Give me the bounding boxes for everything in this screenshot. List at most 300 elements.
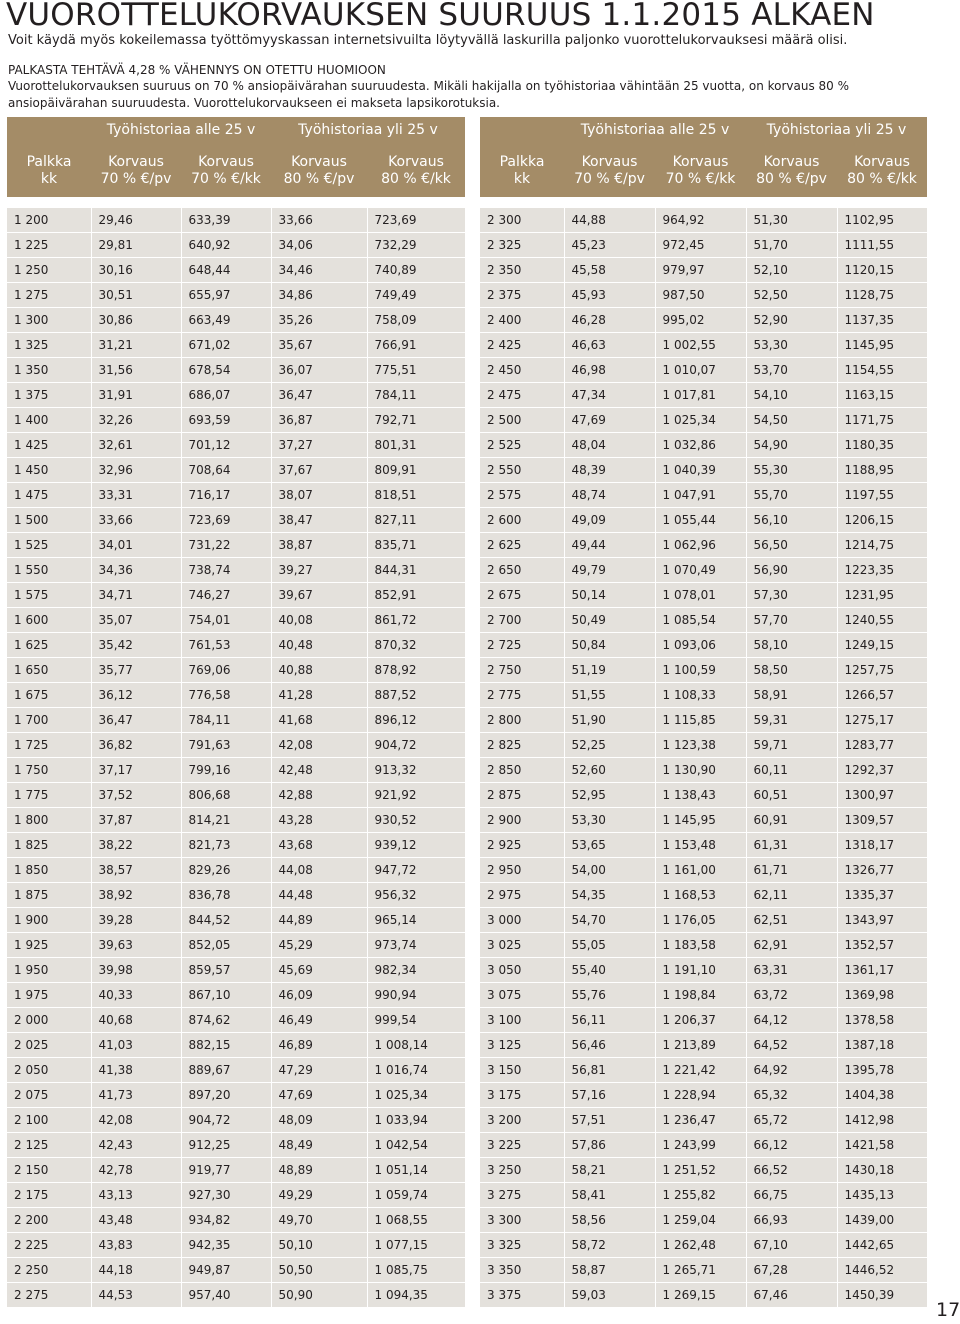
table-row bbox=[7, 458, 465, 483]
cell-korvaus-70-kk: 964,92 bbox=[655, 208, 746, 233]
table-row bbox=[7, 933, 465, 958]
cell-korvaus-70-pv: 48,04 bbox=[564, 433, 655, 458]
header-blank bbox=[480, 117, 564, 143]
cell-palkka: 3 175 bbox=[480, 1083, 564, 1108]
cell-korvaus-70-kk: 1 259,04 bbox=[655, 1208, 746, 1233]
cell-korvaus-70-pv: 41,03 bbox=[91, 1033, 181, 1058]
cell-korvaus-70-kk: 806,68 bbox=[181, 783, 271, 808]
cell-korvaus-70-kk: 912,25 bbox=[181, 1133, 271, 1158]
cell-korvaus-80-pv: 43,68 bbox=[271, 833, 367, 858]
cell-korvaus-70-kk: 829,26 bbox=[181, 858, 271, 883]
cell-palkka: 1 575 bbox=[7, 583, 91, 608]
table-row bbox=[7, 1033, 465, 1058]
cell-palkka: 3 375 bbox=[480, 1283, 564, 1308]
cell-korvaus-80-kk: 1292,37 bbox=[837, 758, 927, 783]
cell-korvaus-70-pv: 53,65 bbox=[564, 833, 655, 858]
table-row bbox=[7, 1208, 465, 1233]
cell-korvaus-80-kk: 1214,75 bbox=[837, 533, 927, 558]
header-group-over-25: Työhistoriaa yli 25 v bbox=[271, 117, 465, 143]
cell-palkka: 2 225 bbox=[7, 1233, 91, 1258]
cell-palkka: 1 475 bbox=[7, 483, 91, 508]
cell-palkka: 1 600 bbox=[7, 608, 91, 633]
cell-korvaus-80-kk: 801,31 bbox=[367, 433, 465, 458]
cell-palkka: 3 000 bbox=[480, 908, 564, 933]
cell-korvaus-70-pv: 33,66 bbox=[91, 508, 181, 533]
cell-korvaus-80-kk: 1197,55 bbox=[837, 483, 927, 508]
cell-korvaus-70-kk: 708,64 bbox=[181, 458, 271, 483]
cell-korvaus-80-pv: 47,69 bbox=[271, 1083, 367, 1108]
cell-palkka: 1 875 bbox=[7, 883, 91, 908]
cell-korvaus-70-kk: 1 255,82 bbox=[655, 1183, 746, 1208]
cell-korvaus-80-kk: 930,52 bbox=[367, 808, 465, 833]
table-row bbox=[480, 758, 927, 783]
cell-korvaus-80-pv: 62,11 bbox=[746, 883, 837, 908]
cell-korvaus-70-pv: 36,82 bbox=[91, 733, 181, 758]
cell-korvaus-70-kk: 648,44 bbox=[181, 258, 271, 283]
cell-korvaus-80-kk: 818,51 bbox=[367, 483, 465, 508]
cell-palkka: 1 675 bbox=[7, 683, 91, 708]
cell-korvaus-80-kk: 921,92 bbox=[367, 783, 465, 808]
header-korvaus-label: Korvaus bbox=[388, 154, 444, 170]
cell-korvaus-70-kk: 633,39 bbox=[181, 208, 271, 233]
cell-palkka: 1 225 bbox=[7, 233, 91, 258]
table-row bbox=[7, 1108, 465, 1133]
cell-korvaus-80-kk: 740,89 bbox=[367, 258, 465, 283]
cell-korvaus-80-kk: 1404,38 bbox=[837, 1083, 927, 1108]
cell-korvaus-80-pv: 62,51 bbox=[746, 908, 837, 933]
cell-korvaus-70-kk: 972,45 bbox=[655, 233, 746, 258]
cell-korvaus-80-pv: 46,09 bbox=[271, 983, 367, 1008]
cell-korvaus-70-pv: 29,81 bbox=[91, 233, 181, 258]
cell-korvaus-70-pv: 58,87 bbox=[564, 1258, 655, 1283]
cell-palkka: 2 700 bbox=[480, 608, 564, 633]
cell-korvaus-70-kk: 867,10 bbox=[181, 983, 271, 1008]
cell-korvaus-80-kk: 1439,00 bbox=[837, 1208, 927, 1233]
header-group-under-25: Työhistoriaa alle 25 v bbox=[91, 117, 271, 143]
cell-korvaus-80-pv: 48,89 bbox=[271, 1158, 367, 1183]
cell-korvaus-70-kk: 1 040,39 bbox=[655, 458, 746, 483]
cell-korvaus-70-kk: 678,54 bbox=[181, 358, 271, 383]
cell-palkka: 1 750 bbox=[7, 758, 91, 783]
cell-korvaus-70-kk: 1 168,53 bbox=[655, 883, 746, 908]
cell-korvaus-70-kk: 1 085,54 bbox=[655, 608, 746, 633]
table-row bbox=[7, 1133, 465, 1158]
cell-korvaus-70-pv: 43,83 bbox=[91, 1233, 181, 1258]
cell-korvaus-80-kk: 1188,95 bbox=[837, 458, 927, 483]
cell-palkka: 2 075 bbox=[7, 1083, 91, 1108]
cell-korvaus-70-pv: 31,21 bbox=[91, 333, 181, 358]
cell-korvaus-80-pv: 57,30 bbox=[746, 583, 837, 608]
table-row bbox=[7, 408, 465, 433]
cell-korvaus-70-pv: 51,55 bbox=[564, 683, 655, 708]
cell-palkka: 1 625 bbox=[7, 633, 91, 658]
cell-korvaus-80-kk: 1137,35 bbox=[837, 308, 927, 333]
cell-korvaus-80-pv: 41,28 bbox=[271, 683, 367, 708]
cell-korvaus-70-kk: 746,27 bbox=[181, 583, 271, 608]
cell-korvaus-70-pv: 36,12 bbox=[91, 683, 181, 708]
table-row bbox=[7, 883, 465, 908]
cell-palkka: 2 525 bbox=[480, 433, 564, 458]
header-rate-unit: 70 % €/kk bbox=[191, 171, 261, 187]
cell-palkka: 2 675 bbox=[480, 583, 564, 608]
cell-palkka: 1 350 bbox=[7, 358, 91, 383]
cell-korvaus-80-kk: 1430,18 bbox=[837, 1158, 927, 1183]
table-row bbox=[480, 808, 927, 833]
cell-korvaus-70-pv: 55,05 bbox=[564, 933, 655, 958]
cell-palkka: 1 300 bbox=[7, 308, 91, 333]
table-row bbox=[7, 208, 465, 233]
cell-korvaus-70-pv: 40,68 bbox=[91, 1008, 181, 1033]
cell-korvaus-70-kk: 1 025,34 bbox=[655, 408, 746, 433]
cell-korvaus-70-kk: 693,59 bbox=[181, 408, 271, 433]
cell-korvaus-80-kk: 1 016,74 bbox=[367, 1058, 465, 1083]
cell-korvaus-70-pv: 34,01 bbox=[91, 533, 181, 558]
cell-korvaus-70-kk: 882,15 bbox=[181, 1033, 271, 1058]
cell-korvaus-70-pv: 32,61 bbox=[91, 433, 181, 458]
cell-korvaus-70-pv: 50,14 bbox=[564, 583, 655, 608]
header-korvaus-80-pv bbox=[746, 143, 837, 197]
cell-palkka: 3 200 bbox=[480, 1108, 564, 1133]
table-row bbox=[480, 1233, 927, 1258]
table-row bbox=[7, 383, 465, 408]
cell-palkka: 1 425 bbox=[7, 433, 91, 458]
cell-palkka: 2 750 bbox=[480, 658, 564, 683]
header-korvaus-80-pv bbox=[271, 143, 367, 197]
cell-korvaus-70-pv: 57,16 bbox=[564, 1083, 655, 1108]
page-title: VUOROTTELUKORVAUKSEN SUURUUS 1.1.2015 ALKAEN bbox=[6, 0, 875, 33]
cell-korvaus-70-kk: 904,72 bbox=[181, 1108, 271, 1133]
cell-korvaus-70-kk: 957,40 bbox=[181, 1283, 271, 1308]
cell-korvaus-70-kk: 1 161,00 bbox=[655, 858, 746, 883]
cell-korvaus-80-pv: 37,67 bbox=[271, 458, 367, 483]
cell-korvaus-80-kk: 1442,65 bbox=[837, 1233, 927, 1258]
cell-korvaus-80-pv: 49,29 bbox=[271, 1183, 367, 1208]
cell-korvaus-80-kk: 1387,18 bbox=[837, 1033, 927, 1058]
cell-korvaus-70-pv: 35,77 bbox=[91, 658, 181, 683]
cell-korvaus-80-kk: 1 033,94 bbox=[367, 1108, 465, 1133]
cell-korvaus-70-pv: 50,49 bbox=[564, 608, 655, 633]
cell-korvaus-80-kk: 1283,77 bbox=[837, 733, 927, 758]
table-row bbox=[7, 308, 465, 333]
cell-korvaus-70-pv: 38,22 bbox=[91, 833, 181, 858]
cell-korvaus-70-kk: 1 047,91 bbox=[655, 483, 746, 508]
cell-palkka: 1 250 bbox=[7, 258, 91, 283]
cell-korvaus-80-pv: 48,09 bbox=[271, 1108, 367, 1133]
cell-korvaus-70-pv: 30,16 bbox=[91, 258, 181, 283]
cell-korvaus-80-pv: 37,27 bbox=[271, 433, 367, 458]
table-row bbox=[480, 708, 927, 733]
cell-korvaus-80-pv: 42,08 bbox=[271, 733, 367, 758]
table-row bbox=[7, 233, 465, 258]
cell-korvaus-70-pv: 29,46 bbox=[91, 208, 181, 233]
note-heading: PALKASTA TEHTÄVÄ 4,28 % VÄHENNYS ON OTETTU HUOMIOON bbox=[8, 63, 386, 77]
cell-korvaus-70-kk: 784,11 bbox=[181, 708, 271, 733]
cell-korvaus-70-pv: 55,76 bbox=[564, 983, 655, 1008]
cell-korvaus-80-kk: 827,11 bbox=[367, 508, 465, 533]
cell-korvaus-80-pv: 33,66 bbox=[271, 208, 367, 233]
table-row bbox=[7, 358, 465, 383]
cell-korvaus-70-pv: 56,11 bbox=[564, 1008, 655, 1033]
cell-korvaus-70-kk: 1 183,58 bbox=[655, 933, 746, 958]
cell-korvaus-80-pv: 40,48 bbox=[271, 633, 367, 658]
table-row bbox=[480, 858, 927, 883]
cell-korvaus-70-pv: 42,78 bbox=[91, 1158, 181, 1183]
table-row bbox=[480, 1258, 927, 1283]
cell-korvaus-80-kk: 1326,77 bbox=[837, 858, 927, 883]
cell-korvaus-70-pv: 49,79 bbox=[564, 558, 655, 583]
header-rate-unit: 80 % €/pv bbox=[756, 171, 827, 187]
table-row bbox=[480, 633, 927, 658]
cell-korvaus-70-kk: 852,05 bbox=[181, 933, 271, 958]
header-korvaus-label: Korvaus bbox=[291, 154, 347, 170]
cell-korvaus-80-pv: 40,08 bbox=[271, 608, 367, 633]
table-row bbox=[480, 308, 927, 333]
cell-korvaus-70-kk: 640,92 bbox=[181, 233, 271, 258]
table-row bbox=[7, 633, 465, 658]
cell-palkka: 2 125 bbox=[7, 1133, 91, 1158]
cell-korvaus-70-pv: 47,69 bbox=[564, 408, 655, 433]
cell-korvaus-80-kk: 1102,95 bbox=[837, 208, 927, 233]
cell-palkka: 2 900 bbox=[480, 808, 564, 833]
header-rate-unit: 70 % €/pv bbox=[574, 171, 645, 187]
cell-korvaus-70-kk: 814,21 bbox=[181, 808, 271, 833]
cell-korvaus-80-kk: 758,09 bbox=[367, 308, 465, 333]
cell-palkka: 2 575 bbox=[480, 483, 564, 508]
table-row bbox=[7, 758, 465, 783]
cell-palkka: 3 050 bbox=[480, 958, 564, 983]
cell-korvaus-80-kk: 1128,75 bbox=[837, 283, 927, 308]
cell-korvaus-70-kk: 1 100,59 bbox=[655, 658, 746, 683]
cell-palkka: 2 025 bbox=[7, 1033, 91, 1058]
cell-korvaus-70-pv: 53,30 bbox=[564, 808, 655, 833]
cell-palkka: 3 075 bbox=[480, 983, 564, 1008]
cell-palkka: 1 775 bbox=[7, 783, 91, 808]
cell-korvaus-80-pv: 45,69 bbox=[271, 958, 367, 983]
cell-palkka: 2 250 bbox=[7, 1258, 91, 1283]
cell-korvaus-70-pv: 51,90 bbox=[564, 708, 655, 733]
header-rate-unit: 70 % €/pv bbox=[100, 171, 172, 187]
cell-korvaus-70-kk: 686,07 bbox=[181, 383, 271, 408]
cell-palkka: 1 950 bbox=[7, 958, 91, 983]
cell-palkka: 1 200 bbox=[7, 208, 91, 233]
cell-korvaus-80-pv: 65,72 bbox=[746, 1108, 837, 1133]
cell-korvaus-70-kk: 1 198,84 bbox=[655, 983, 746, 1008]
cell-korvaus-70-pv: 54,35 bbox=[564, 883, 655, 908]
cell-korvaus-80-pv: 60,51 bbox=[746, 783, 837, 808]
cell-korvaus-70-kk: 663,49 bbox=[181, 308, 271, 333]
table-row bbox=[480, 783, 927, 808]
cell-korvaus-80-pv: 39,27 bbox=[271, 558, 367, 583]
cell-korvaus-70-kk: 761,53 bbox=[181, 633, 271, 658]
cell-korvaus-70-pv: 48,74 bbox=[564, 483, 655, 508]
cell-korvaus-70-pv: 40,33 bbox=[91, 983, 181, 1008]
cell-korvaus-80-pv: 59,71 bbox=[746, 733, 837, 758]
cell-korvaus-80-kk: 784,11 bbox=[367, 383, 465, 408]
table-body-right bbox=[480, 208, 927, 1308]
cell-korvaus-70-pv: 47,34 bbox=[564, 383, 655, 408]
cell-palkka: 1 325 bbox=[7, 333, 91, 358]
cell-korvaus-70-pv: 49,44 bbox=[564, 533, 655, 558]
cell-korvaus-70-pv: 51,19 bbox=[564, 658, 655, 683]
cell-korvaus-70-pv: 38,57 bbox=[91, 858, 181, 883]
table-row bbox=[480, 283, 927, 308]
cell-korvaus-80-pv: 62,91 bbox=[746, 933, 837, 958]
cell-korvaus-70-pv: 49,09 bbox=[564, 508, 655, 533]
cell-korvaus-70-pv: 30,86 bbox=[91, 308, 181, 333]
cell-korvaus-80-pv: 54,90 bbox=[746, 433, 837, 458]
header-korvaus-70-kk bbox=[181, 143, 271, 197]
cell-korvaus-80-pv: 63,72 bbox=[746, 983, 837, 1008]
cell-korvaus-80-pv: 36,07 bbox=[271, 358, 367, 383]
cell-korvaus-80-pv: 58,50 bbox=[746, 658, 837, 683]
table-row bbox=[480, 258, 927, 283]
cell-korvaus-80-kk: 852,91 bbox=[367, 583, 465, 608]
header-korvaus-label: Korvaus bbox=[198, 154, 254, 170]
table-row bbox=[480, 583, 927, 608]
table-row bbox=[7, 983, 465, 1008]
cell-korvaus-70-pv: 44,88 bbox=[564, 208, 655, 233]
cell-korvaus-70-pv: 58,21 bbox=[564, 1158, 655, 1183]
cell-korvaus-80-kk: 999,54 bbox=[367, 1008, 465, 1033]
table-body-left bbox=[7, 208, 465, 1308]
table-row bbox=[480, 1058, 927, 1083]
cell-korvaus-80-pv: 36,47 bbox=[271, 383, 367, 408]
cell-korvaus-70-pv: 45,23 bbox=[564, 233, 655, 258]
cell-korvaus-70-pv: 31,56 bbox=[91, 358, 181, 383]
cell-palkka: 2 625 bbox=[480, 533, 564, 558]
cell-korvaus-80-pv: 34,06 bbox=[271, 233, 367, 258]
table-row bbox=[7, 858, 465, 883]
cell-korvaus-70-kk: 1 213,89 bbox=[655, 1033, 746, 1058]
cell-korvaus-70-pv: 58,56 bbox=[564, 1208, 655, 1233]
cell-korvaus-80-kk: 1343,97 bbox=[837, 908, 927, 933]
table-row bbox=[7, 808, 465, 833]
cell-korvaus-70-kk: 1 262,48 bbox=[655, 1233, 746, 1258]
cell-korvaus-80-pv: 54,50 bbox=[746, 408, 837, 433]
cell-korvaus-70-pv: 52,25 bbox=[564, 733, 655, 758]
table-row bbox=[480, 1133, 927, 1158]
table-row bbox=[480, 1208, 927, 1233]
cell-korvaus-80-kk: 1180,35 bbox=[837, 433, 927, 458]
cell-korvaus-70-pv: 33,31 bbox=[91, 483, 181, 508]
cell-palkka: 2 850 bbox=[480, 758, 564, 783]
cell-palkka: 1 400 bbox=[7, 408, 91, 433]
table-row bbox=[7, 1233, 465, 1258]
table-row bbox=[7, 283, 465, 308]
cell-korvaus-70-kk: 1 108,33 bbox=[655, 683, 746, 708]
cell-palkka: 2 650 bbox=[480, 558, 564, 583]
cell-korvaus-70-pv: 46,63 bbox=[564, 333, 655, 358]
table-row bbox=[480, 1008, 927, 1033]
cell-korvaus-70-kk: 1 010,07 bbox=[655, 358, 746, 383]
cell-korvaus-70-kk: 1 115,85 bbox=[655, 708, 746, 733]
table-row bbox=[7, 1058, 465, 1083]
cell-korvaus-70-pv: 54,70 bbox=[564, 908, 655, 933]
table-row bbox=[7, 733, 465, 758]
cell-korvaus-80-kk: 1435,13 bbox=[837, 1183, 927, 1208]
cell-korvaus-80-kk: 1206,15 bbox=[837, 508, 927, 533]
cell-palkka: 3 250 bbox=[480, 1158, 564, 1183]
table-row bbox=[7, 483, 465, 508]
cell-korvaus-80-kk: 844,31 bbox=[367, 558, 465, 583]
cell-korvaus-80-kk: 1249,15 bbox=[837, 633, 927, 658]
cell-palkka: 1 825 bbox=[7, 833, 91, 858]
table-row bbox=[7, 958, 465, 983]
table-row bbox=[7, 783, 465, 808]
cell-korvaus-80-pv: 44,08 bbox=[271, 858, 367, 883]
header-korvaus-label: Korvaus bbox=[854, 154, 910, 170]
cell-korvaus-80-kk: 1 008,14 bbox=[367, 1033, 465, 1058]
cell-korvaus-80-pv: 58,10 bbox=[746, 633, 837, 658]
cell-palkka: 2 275 bbox=[7, 1283, 91, 1308]
cell-korvaus-80-pv: 64,92 bbox=[746, 1058, 837, 1083]
header-korvaus-label: Korvaus bbox=[763, 154, 820, 170]
cell-korvaus-80-pv: 61,31 bbox=[746, 833, 837, 858]
cell-palkka: 2 050 bbox=[7, 1058, 91, 1083]
cell-palkka: 1 275 bbox=[7, 283, 91, 308]
cell-korvaus-80-pv: 47,29 bbox=[271, 1058, 367, 1083]
cell-korvaus-70-pv: 41,38 bbox=[91, 1058, 181, 1083]
cell-korvaus-80-pv: 56,10 bbox=[746, 508, 837, 533]
table-row bbox=[7, 1008, 465, 1033]
table-row bbox=[7, 583, 465, 608]
cell-korvaus-80-kk: 1 077,15 bbox=[367, 1233, 465, 1258]
cell-korvaus-80-pv: 61,71 bbox=[746, 858, 837, 883]
cell-korvaus-70-pv: 31,91 bbox=[91, 383, 181, 408]
cell-palkka: 2 550 bbox=[480, 458, 564, 483]
table-row bbox=[7, 1083, 465, 1108]
cell-korvaus-80-pv: 67,46 bbox=[746, 1283, 837, 1308]
cell-palkka: 3 100 bbox=[480, 1008, 564, 1033]
cell-korvaus-80-pv: 46,89 bbox=[271, 1033, 367, 1058]
cell-korvaus-80-pv: 42,48 bbox=[271, 758, 367, 783]
table-row bbox=[480, 658, 927, 683]
cell-korvaus-70-pv: 44,53 bbox=[91, 1283, 181, 1308]
cell-korvaus-80-pv: 64,52 bbox=[746, 1033, 837, 1058]
cell-korvaus-70-kk: 1 265,71 bbox=[655, 1258, 746, 1283]
header-korvaus-label: Korvaus bbox=[108, 154, 164, 170]
cell-palkka: 3 325 bbox=[480, 1233, 564, 1258]
header-palkka-label: Palkka bbox=[26, 154, 72, 170]
header-korvaus-80-kk bbox=[837, 143, 927, 197]
cell-palkka: 1 500 bbox=[7, 508, 91, 533]
cell-korvaus-80-kk: 965,14 bbox=[367, 908, 465, 933]
header-palkka-unit: kk bbox=[40, 171, 58, 187]
cell-korvaus-70-kk: 731,22 bbox=[181, 533, 271, 558]
cell-korvaus-80-pv: 50,90 bbox=[271, 1283, 367, 1308]
cell-korvaus-70-pv: 30,51 bbox=[91, 283, 181, 308]
cell-korvaus-80-kk: 1352,57 bbox=[837, 933, 927, 958]
cell-korvaus-80-pv: 66,93 bbox=[746, 1208, 837, 1233]
cell-palkka: 1 725 bbox=[7, 733, 91, 758]
cell-korvaus-70-kk: 897,20 bbox=[181, 1083, 271, 1108]
cell-palkka: 1 800 bbox=[7, 808, 91, 833]
cell-korvaus-80-pv: 56,50 bbox=[746, 533, 837, 558]
cell-korvaus-70-kk: 889,67 bbox=[181, 1058, 271, 1083]
cell-korvaus-70-pv: 41,73 bbox=[91, 1083, 181, 1108]
cell-palkka: 1 375 bbox=[7, 383, 91, 408]
cell-korvaus-80-kk: 809,91 bbox=[367, 458, 465, 483]
cell-korvaus-70-pv: 54,00 bbox=[564, 858, 655, 883]
cell-korvaus-80-kk: 1309,57 bbox=[837, 808, 927, 833]
table-row bbox=[480, 1283, 927, 1308]
cell-korvaus-80-pv: 35,67 bbox=[271, 333, 367, 358]
cell-korvaus-80-kk: 1 094,35 bbox=[367, 1283, 465, 1308]
cell-palkka: 1 900 bbox=[7, 908, 91, 933]
table-row bbox=[480, 1083, 927, 1108]
cell-korvaus-80-kk: 1 068,55 bbox=[367, 1208, 465, 1233]
cell-korvaus-70-kk: 723,69 bbox=[181, 508, 271, 533]
